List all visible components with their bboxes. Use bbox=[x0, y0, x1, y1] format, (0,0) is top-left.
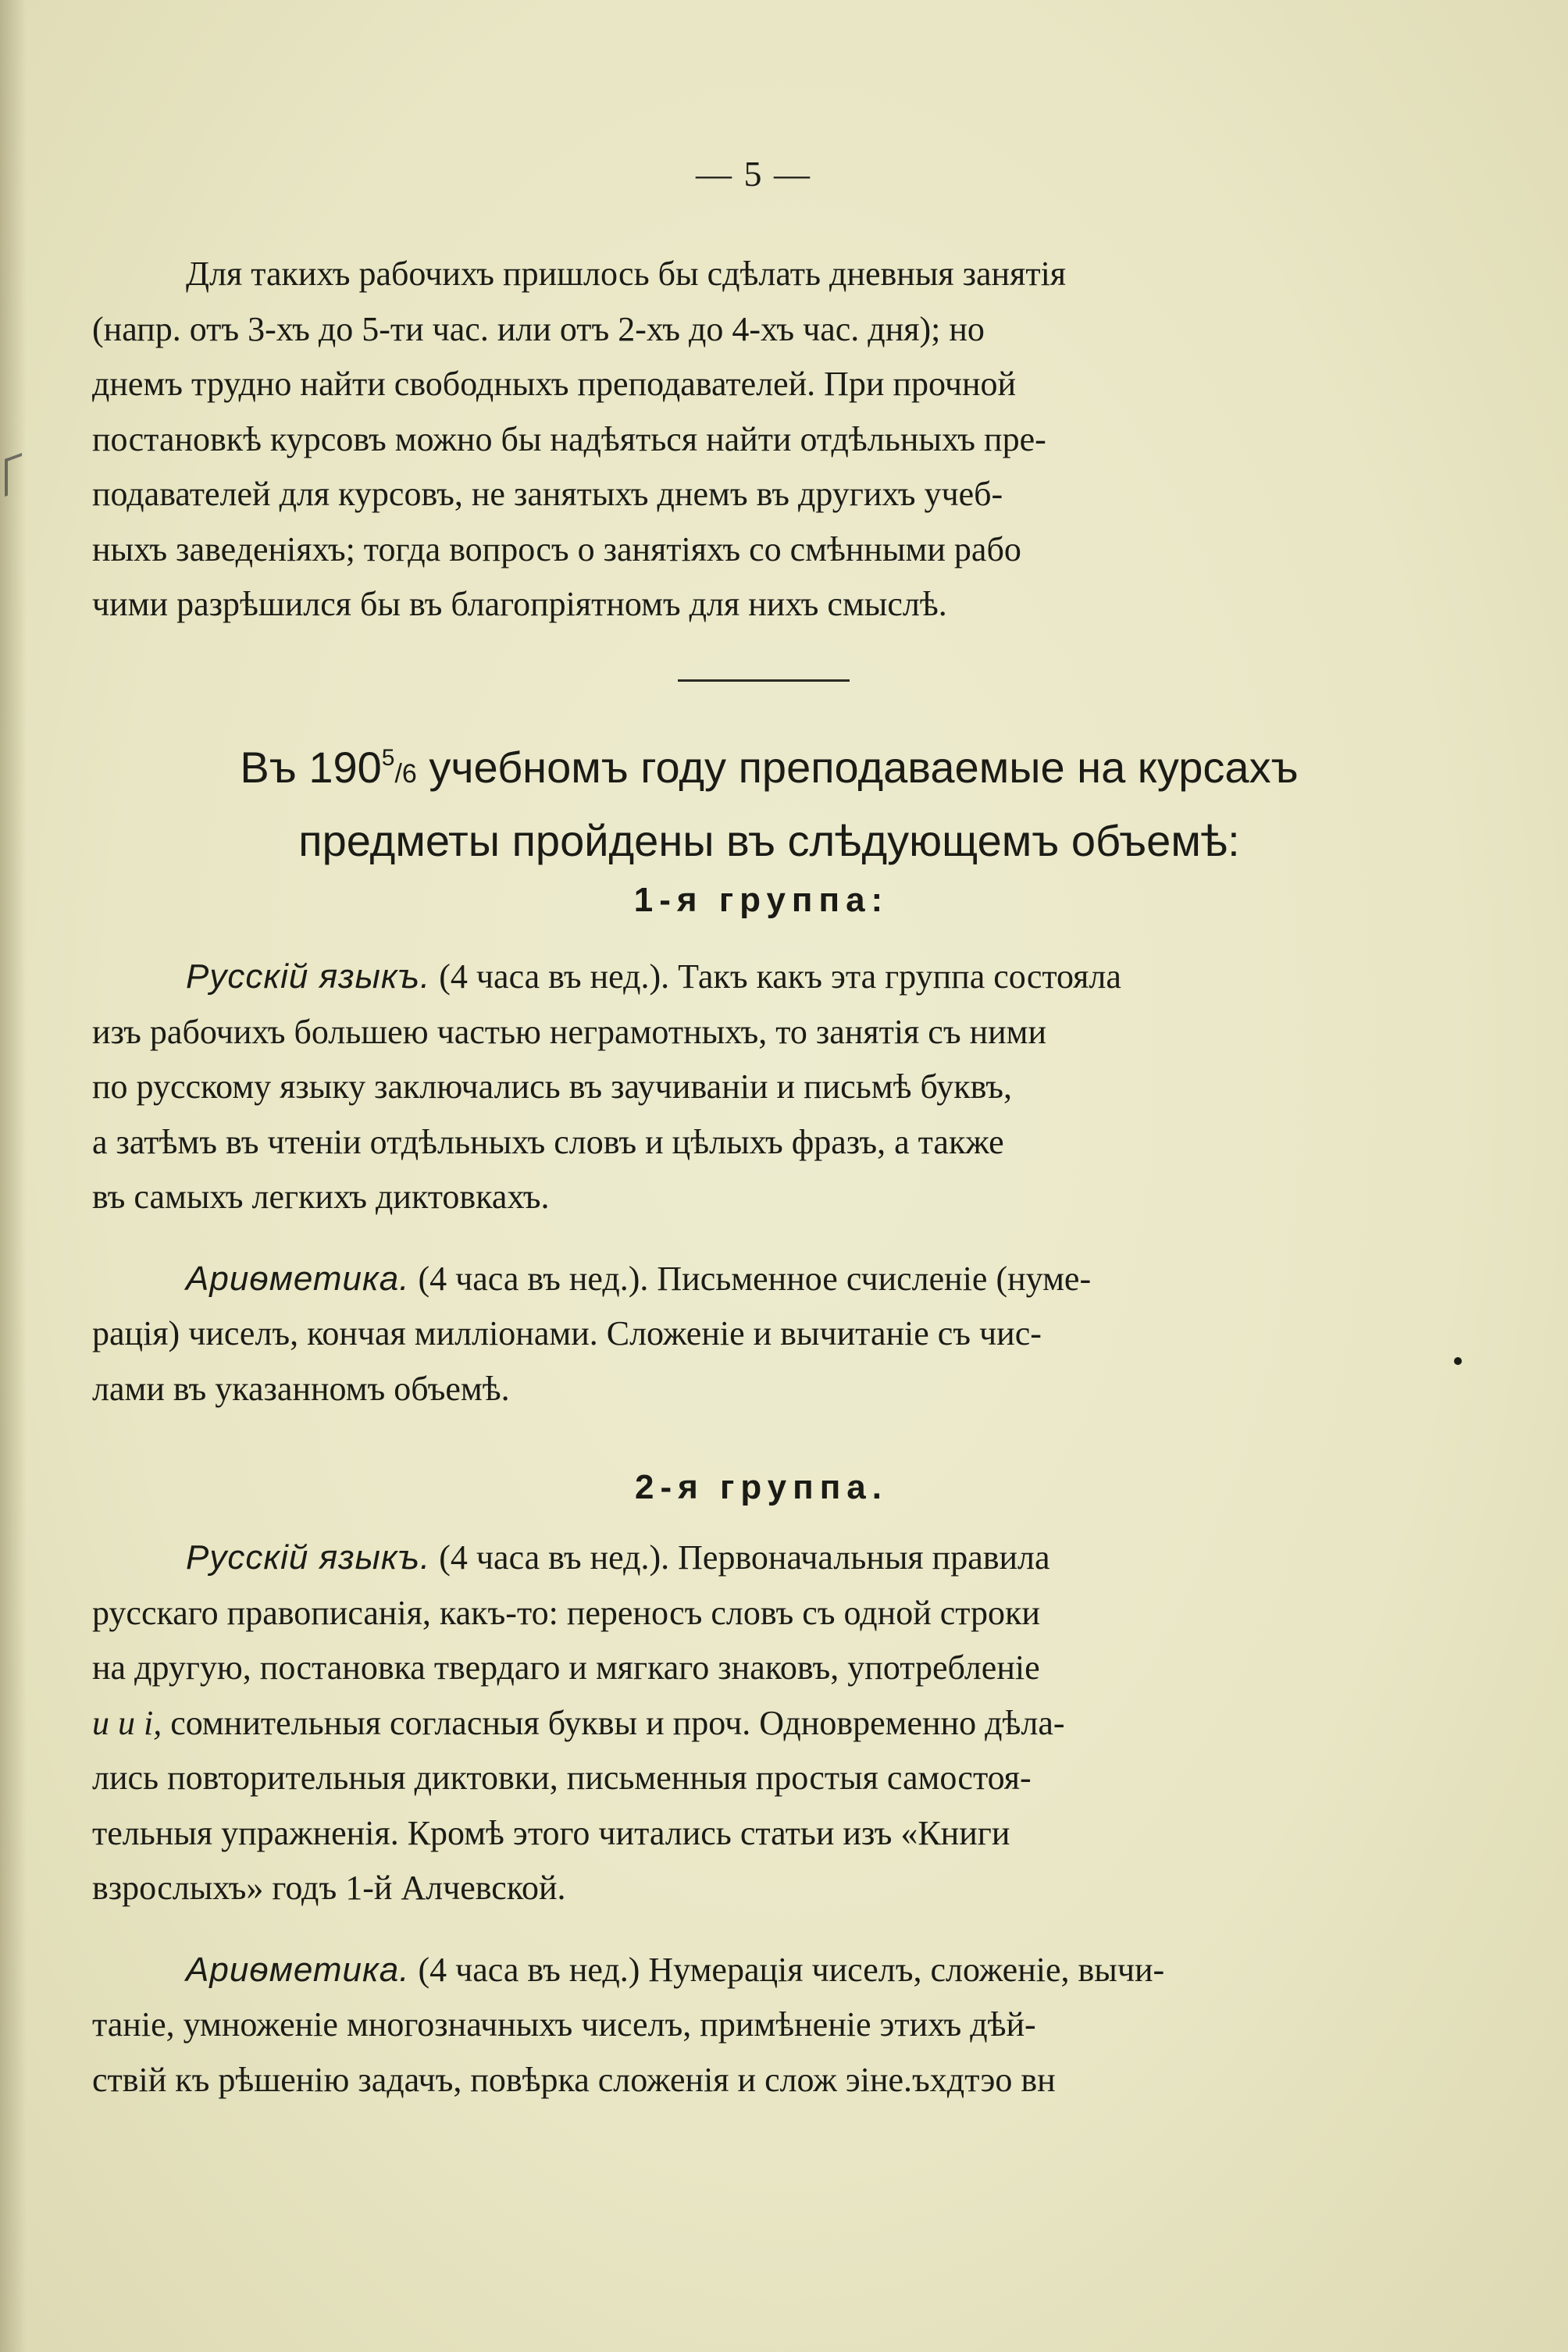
text-line: на другую, постановка твердаго и мягкаго знаковъ, употребленіе bbox=[92, 1648, 1040, 1687]
text-line: по русскому языку заключались въ заучиваніи и письмѣ буквъ, bbox=[92, 1067, 1013, 1106]
subject-russian: Русскій языкъ. bbox=[186, 1538, 431, 1577]
text-line: Русскій языкъ. (4 часа въ нед.). Первоначальныя правила bbox=[186, 1538, 1050, 1577]
text-line: а затѣмъ въ чтеніи отдѣльныхъ словъ и цѣлыхъ фразъ, а также bbox=[92, 1122, 1004, 1161]
section-heading bbox=[86, 725, 1452, 875]
text-line: тельныя упражненія. Кромѣ этого читались статьи изъ «Книги bbox=[92, 1813, 1010, 1852]
text-line: постановкѣ курсовъ можно бы надѣяться найти отдѣльныхъ пре- bbox=[92, 419, 1046, 458]
heading-line-1: Въ $190^5/6$ учебномъ году преподаваемые на курсахъ bbox=[240, 743, 1299, 792]
text-line: (напр. отъ 3-хъ до 5-ти час. или отъ 2-хъ до 4-хъ час. дня); но bbox=[92, 309, 985, 348]
text-line: въ самыхъ легкихъ диктовкахъ. bbox=[92, 1178, 550, 1216]
text-line: взрослыхъ» годъ 1-й Алчевской. bbox=[92, 1869, 566, 1907]
text-line: Для такихъ рабочихъ пришлось бы сдѣлать дневныя занятія bbox=[186, 255, 1067, 293]
text-line: Ариѳметика. (4 часа въ нед.). Письменное счисленіе (нуме- bbox=[186, 1259, 1092, 1298]
heading-line-2: предметы пройдены въ слѣдующемъ объемѣ: bbox=[298, 816, 1240, 865]
group-1-title: 1-я группа: bbox=[633, 881, 889, 919]
binding-shadow bbox=[0, 0, 27, 2352]
group-1-body bbox=[92, 950, 1429, 1417]
text-line: ныхъ заведеніяхъ; тогда вопросъ о занятіяхъ со смѣнными рабо bbox=[92, 529, 1021, 568]
subject-arithmetic: Ариѳметика. bbox=[186, 1259, 410, 1298]
text-line: лись повторительныя диктовки, письменныя простыя самостоя- bbox=[92, 1759, 1032, 1797]
text-line: и и і, сомнительныя согласныя буквы и проч. Одновременно дѣла- bbox=[92, 1703, 1065, 1742]
text-line: чими разрѣшился бы въ благопріятномъ для нихъ смыслѣ. bbox=[92, 585, 947, 623]
text-line: рація) чиселъ, кончая милліонами. Сложеніе и вычитаніе съ чис- bbox=[92, 1314, 1042, 1352]
margin-mark bbox=[5, 453, 22, 497]
group-2-title: 2-я группа. bbox=[635, 1468, 888, 1506]
text-line: изъ рабочихъ большею частью неграмотныхъ, то занятія съ ними bbox=[92, 1012, 1047, 1051]
subject-russian: Русскій языкъ. bbox=[186, 957, 431, 996]
section-divider bbox=[678, 679, 850, 682]
text-line: подавателей для курсовъ, не занятыхъ днемъ въ другихъ учеб- bbox=[92, 475, 1003, 513]
text-line: Русскій языкъ. (4 часа въ нед.). Такъ какъ эта группа состояла bbox=[186, 957, 1121, 996]
letters-i: и и і, bbox=[92, 1703, 162, 1742]
text-line: русскаго правописанія, какъ-то: переносъ словъ съ одной строки bbox=[92, 1593, 1040, 1632]
text-line: ствій къ рѣшенію задачъ, повѣрка сложенія и слож эіне.ъхдтэо вн bbox=[92, 2060, 1056, 2099]
text-line: таніе, умноженіе многозначныхъ чиселъ, примѣненіе этихъ дѣй- bbox=[92, 2005, 1036, 2044]
subject-arithmetic: Ариѳметика. bbox=[186, 1950, 410, 1989]
text-line: Ариѳметика. (4 часа въ нед.) Нумерація чиселъ, сложеніе, вычи- bbox=[186, 1950, 1165, 1989]
intro-paragraph bbox=[92, 247, 1429, 633]
page-number: — 5 — bbox=[696, 154, 811, 194]
group-2-body bbox=[92, 1531, 1429, 2108]
text-line: лами въ указанномъ объемѣ. bbox=[92, 1369, 510, 1408]
text-line: днемъ трудно найти свободныхъ преподавателей. При прочной bbox=[92, 365, 1017, 403]
stray-dot bbox=[1454, 1357, 1462, 1365]
